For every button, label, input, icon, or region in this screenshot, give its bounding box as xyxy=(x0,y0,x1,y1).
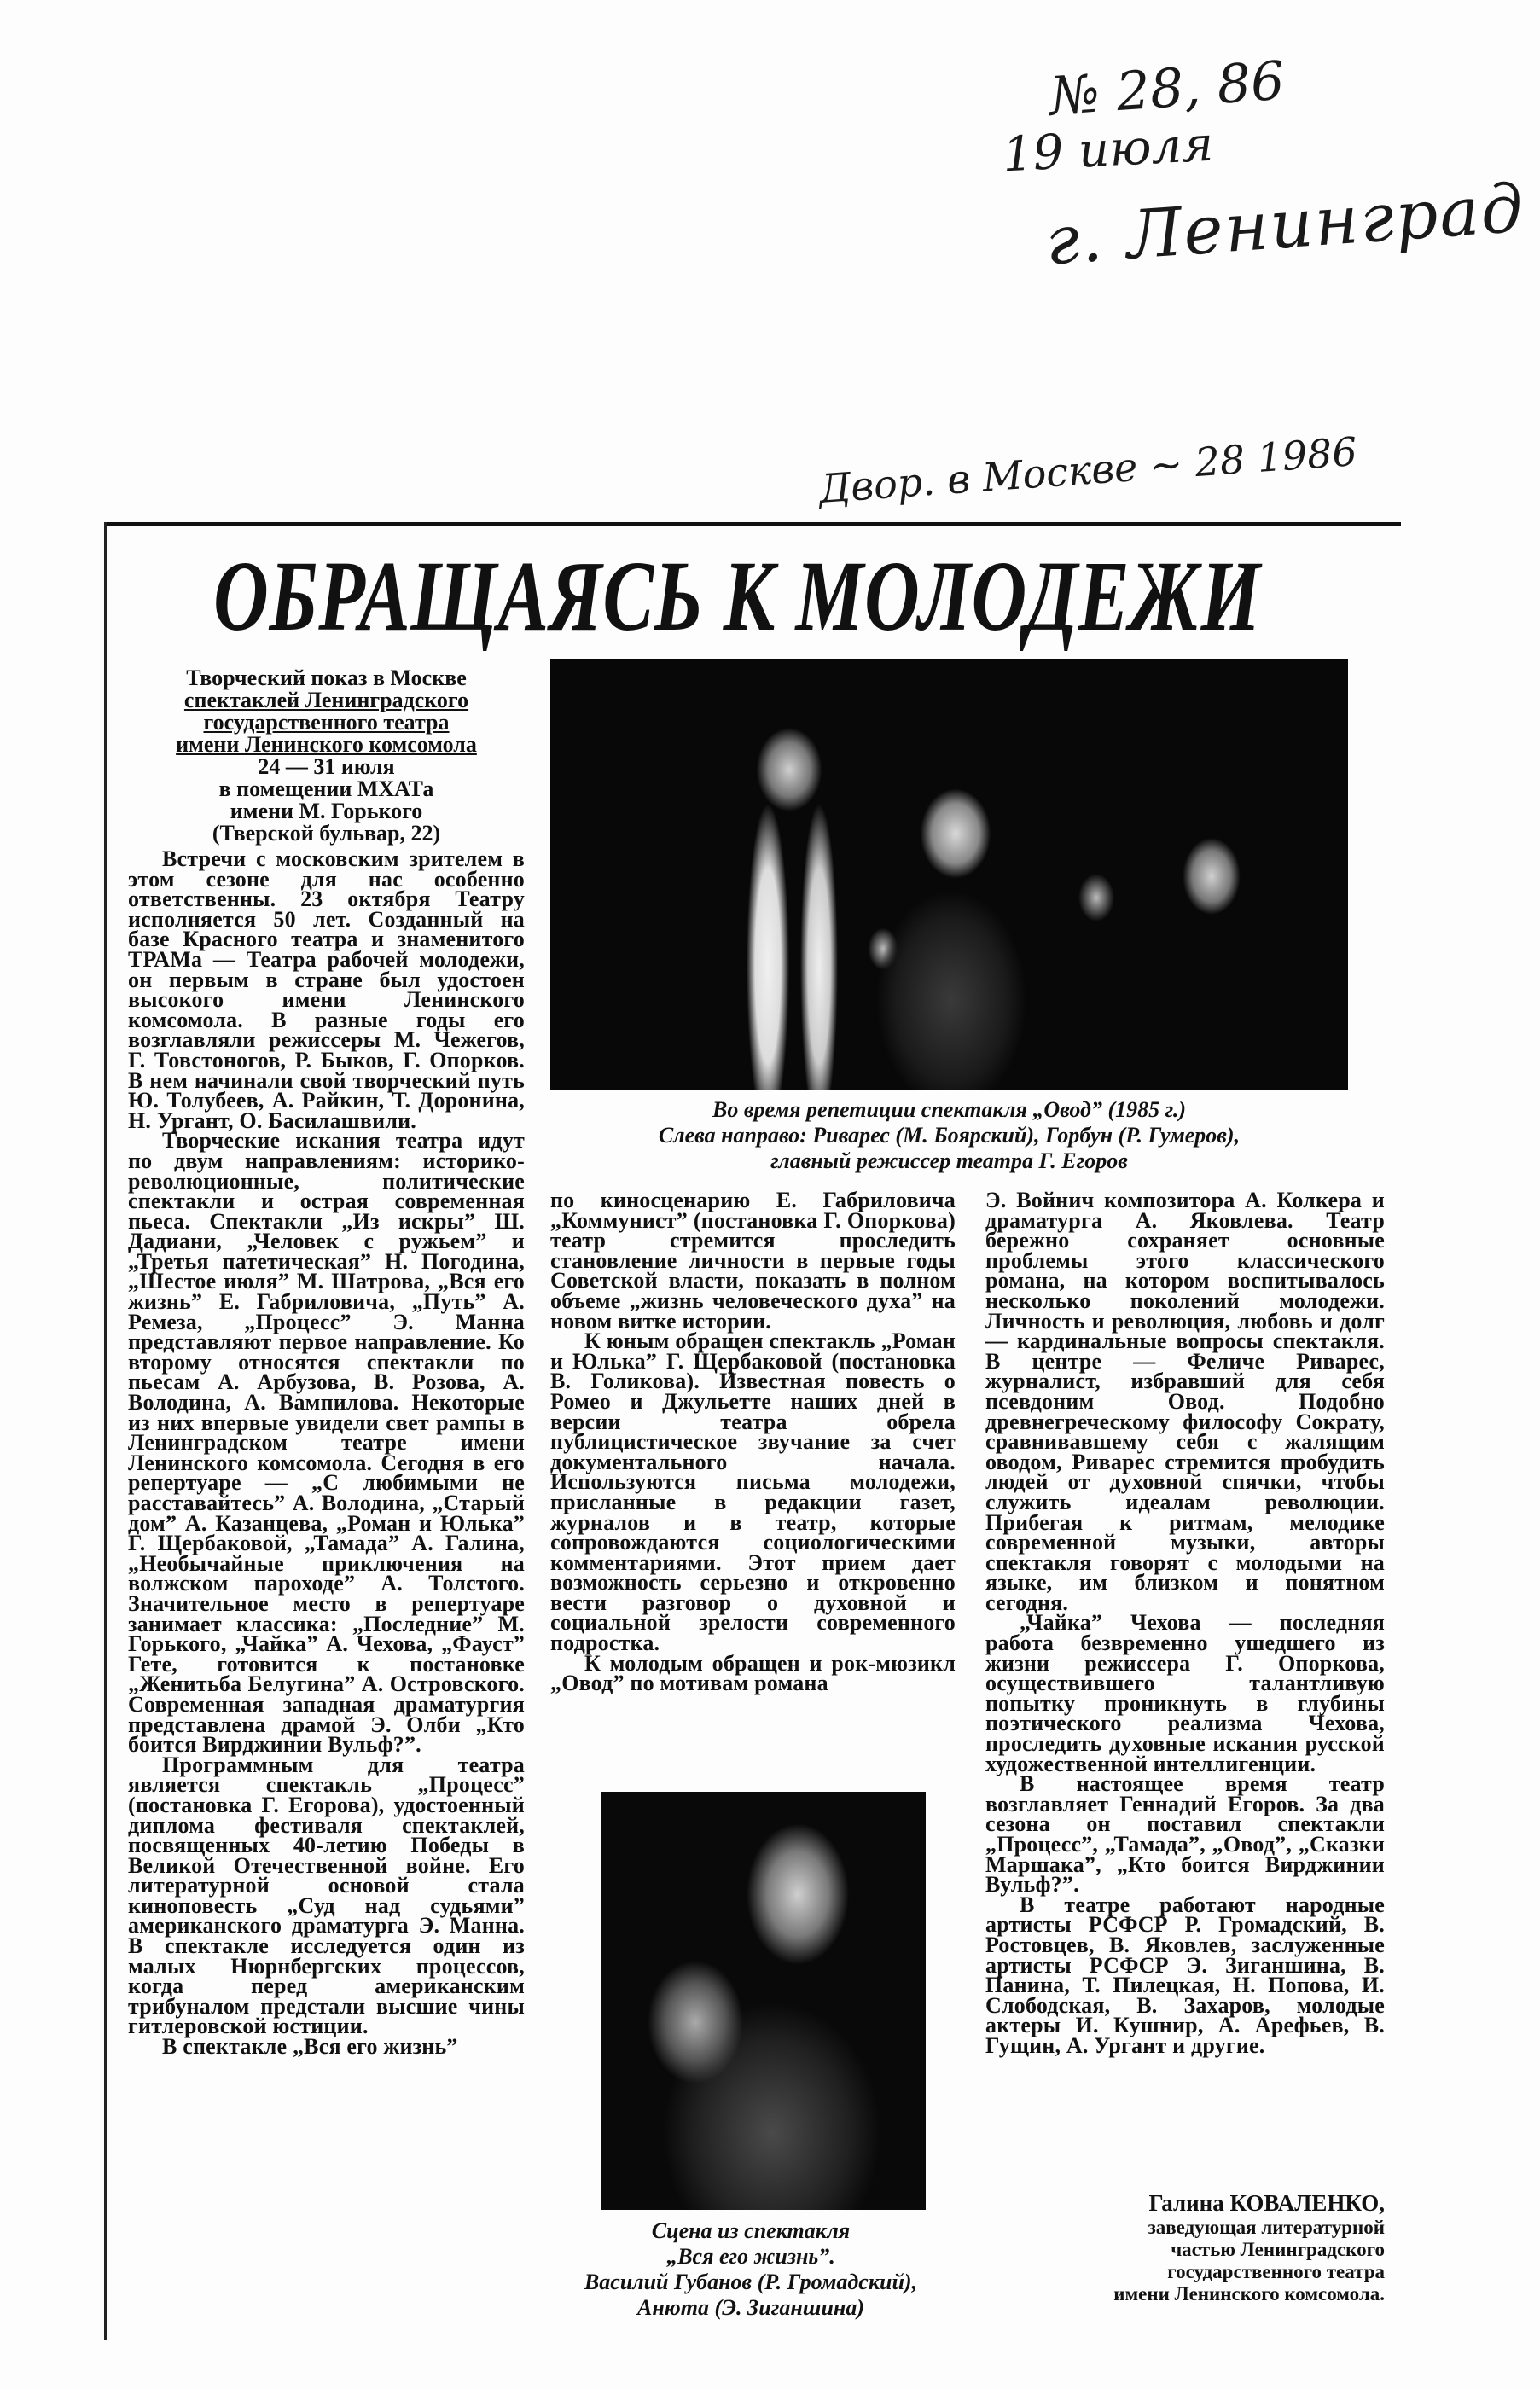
paragraph: по киносценарию Е. Габриловича „Коммунист” (постановка Г. Опоркова) театр стремится проследить становление личности в первые годы Советской власти, показать в полном объеме „жизнь человеческого духа” на новом витке истории. xyxy=(550,1190,956,1334)
handwritten-issue-number: № 28, 86 xyxy=(1047,49,1287,128)
paragraph: В спектакле „Вся его жизнь” xyxy=(162,2034,458,2060)
article-title: ОБРАЩАЯСЬ К МОЛОДЕЖИ xyxy=(213,540,1262,652)
caption-line: „Вся его жизнь”. xyxy=(666,2244,835,2269)
article-lead xyxy=(128,667,525,845)
scene-photo xyxy=(601,1792,926,2210)
top-border-rule xyxy=(104,522,1401,526)
paragraph: Встречи с московским зрителем в этом сезоне для нас особенно ответственны. 23 октября Театру исполняется 50 лет. Созданный на базе Красного театра и знаменитого ТРАМа — Театра рабочей молодежи, он первым в стране был удостоен высокого имени Ленинского комсомола. В разные годы его возглавляли режиссеры М. Чежегов, Г. Товстоногов, Р. Быков, Г. Опорков. В нем начинали свой творческий путь Ю. Толубеев, А. Райкин, Т. Доронина, Н. Ургант, О. Басилашвили. xyxy=(128,849,525,1133)
lead-line: спектаклей Ленинградского xyxy=(183,688,469,712)
lead-line: Творческий показ в Москве xyxy=(186,666,467,690)
author-position-line: заведующая литературной xyxy=(1148,2217,1385,2238)
lead-line: имени Ленинского комсомола xyxy=(176,732,477,757)
paragraph: К молодым обращен и рок-мюзикл „Овод” по мотивам романа xyxy=(550,1650,956,1696)
paragraph: Программным для театра является спектакль „Процесс” (постановка Г. Егорова), удостоенный диплома фестиваля спектаклей, посвященных 40-летию Победы в Великой Отечественной войне. Его литературной основой стала киноповесть „Суд над судьями” американского драматурга Э. Манна. В спектакле исследуется один из малых Нюрнбергских процессов, когда перед американским трибуналом предстали высшие чины гитлеровской юстиции. xyxy=(128,1752,525,2039)
handwritten-date: 19 июля xyxy=(1001,116,1215,183)
author-signature xyxy=(985,2189,1385,2305)
author-position-line: государственного театра xyxy=(1167,2261,1385,2282)
lead-line: 24 — 31 июля xyxy=(258,754,395,779)
paragraph: В настоящее время театр возглавляет Геннадий Егоров. За два сезона он поставил спектакли „Процесс”, „Тамада”, „Овод”, „Сказки Маршака”, „Кто боится Вирджинии Вульф?”. xyxy=(985,1771,1385,1898)
caption-line: Анюта (Э. Зиганшина) xyxy=(637,2295,864,2320)
author-position-line: имени Ленинского комсомола. xyxy=(1113,2283,1385,2305)
paragraph: „Чайка” Чехова — последняя работа безвременно ушедшего из жизни режиссера Г. Опоркова, осуществившего талантливую попытку проникнуть в глубины поэтического реализма Чехова, проследить духовные искания русской художественной интеллигенции. xyxy=(985,1610,1385,1776)
left-text-column xyxy=(128,849,525,2329)
paragraph: В театре работают народные артисты РСФСР Р. Громадский, В. Ростовцев, В. Яковлев, заслуженные артисты РСФСР Э. Зиганшина, В. Панина, Т. Пилецкая, Н. Попова, И. Слободская, В. Захаров, молодые актеры И. Кушнир, А. Арефьев, В. Гущин, А. Ургант и другие. xyxy=(985,1892,1385,2058)
handwritten-city: г. Ленинград xyxy=(1043,170,1527,281)
lead-line: (Тверской бульвар, 22) xyxy=(212,821,441,846)
author-position-line: частью Ленинградского xyxy=(1171,2239,1385,2260)
paragraph: Творческие искания театра идут по двум направлениям: историко-революционные, политические спектакли и острая современная пьеса. Спектакли „Из искры” Ш. Дадиани, „Человек с ружьем” и „Третья патетическая” Н. Погодина, „Шестое июля” М. Шатрова, „Вся его жизнь” Е. Габриловича, „Путь” А. Ремеза, „Процесс” Э. Манна представляют первое направление. Ко второму относятся спектакли по пьесам А. Арбузова, В. Розова, А. Володина, А. Вампилова. Некоторые из них впервые увидели свет рампы в Ленинградском театре имени Ленинского комсомола. Сегодня в его репертуаре — „С любимыми не расставайтесь” А. Володина, „Старый дом” А. Казанцева, „Роман и Юлька” Г. Щербаковой, „Тамада” А. Галина, „Необычайные приключения на волжском пароходе” А. Толстого. Значительное место в репертуаре занимает классика: „Последние” М. Горького, „Чайка” А. Чехова, „Фауст” Гете, готовится к постановке „Женитьба Белугина” А. Островского. Современная западная драматургия представлена драмой Э. Олби „Кто боится Вирджинии Вульф?”. xyxy=(128,1128,525,1758)
caption-line: главный режиссер театра Г. Егоров xyxy=(770,1148,1128,1173)
paragraph: Э. Войнич композитора А. Колкера и драматурга А. Яковлева. Театр бережно сохраняет основные проблемы этого классического романа, на котором воспитывалось несколько поколений молодежи. Личность и революция, любовь и долг — кардинальные вопросы спектакля. В центре — Феличе Риварес, журналист, избравший для себя псевдоним Овод. Подобно древнегреческому философу Сократу, сравнивавшему себя с жалящим оводом, Риварес стремится пробудить людей от духовной спячки, чтобы служить идеалам революции. Прибегая к ритмам, мелодике современной музыки, авторы спектакля говорят с молодыми на языке, им близком и понятном сегодня. xyxy=(985,1190,1385,1615)
lead-line: имени М. Горького xyxy=(230,799,423,823)
right-text-column xyxy=(985,1190,1385,2184)
author-name: Галина КОВАЛЕНКО, xyxy=(1148,2190,1385,2216)
caption-line: Во время репетиции спектакля „Овод” (1985 г.) xyxy=(712,1097,1187,1122)
photo1-caption xyxy=(550,1097,1348,1174)
handwritten-title-note: Двор. в Москве ~ 28 1986 xyxy=(817,427,1359,512)
caption-line: Сцена из спектакля xyxy=(651,2218,851,2243)
lead-line: в помещении МХАТа xyxy=(218,776,434,801)
photo2-caption xyxy=(550,2218,951,2321)
middle-text-column xyxy=(550,1190,956,1787)
lead-line: государственного театра xyxy=(203,710,450,735)
caption-line: Слева направо: Риварес (М. Боярский), Горбун (Р. Гумеров), xyxy=(658,1123,1241,1148)
paragraph: К юным обращен спектакль „Роман и Юлька” Г. Щербаковой (постановка В. Голикова). Известная повесть о Ромео и Джульетте наших дней в версии театра обрела публицистическое звучание за счет документального начала. Используются письма молодежи, присланные в редакции газет, журналов и в театр, которые сопровождаются социологическими комментариями. Этот прием дает возможность серьезно и откровенно вести разговор о духовной и социальной зрелости современного подростка. xyxy=(550,1328,956,1656)
caption-line: Василий Губанов (Р. Громадский), xyxy=(584,2270,918,2294)
left-border-rule xyxy=(104,522,107,2340)
rehearsal-photo xyxy=(550,659,1348,1090)
